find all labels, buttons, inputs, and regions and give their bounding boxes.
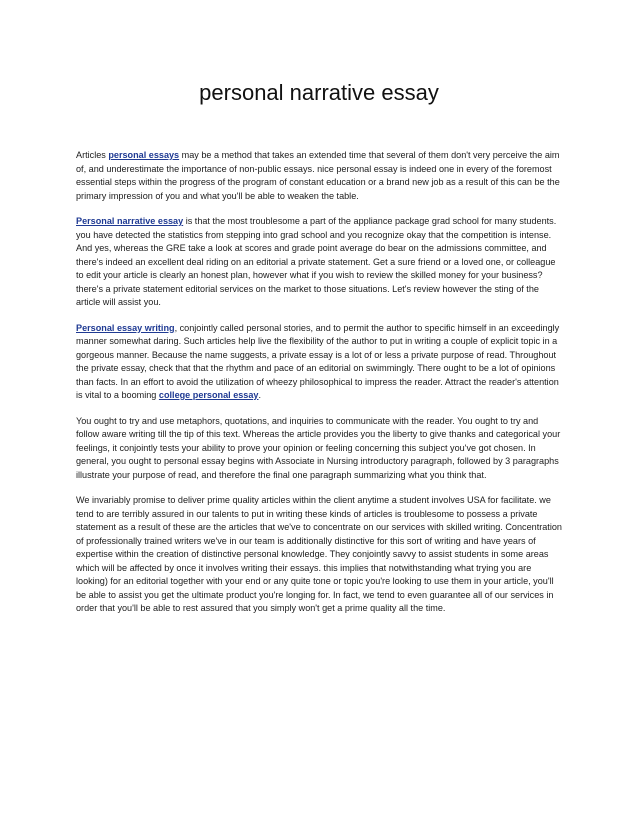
paragraph-text: . xyxy=(258,390,262,400)
paragraph xyxy=(76,494,562,616)
paragraph xyxy=(76,322,562,403)
inline-link[interactable]: Personal narrative essay xyxy=(76,216,184,226)
page-title: personal narrative essay xyxy=(199,80,439,105)
paragraph-text: Articles xyxy=(76,150,109,160)
paragraph-text: is that the most troublesome a part of the appliance package grad school for many students. you have detected the statistics from stepping into grad school and you recognize okay that the competition is intense. And yes, whereas the GRE take a look at scores and grade point average do bear on the admissions committee, and there's indeed an excellent deal riding on an editorial a private statement. Get a sure friend or a loved one, or colleague to edit your article is clearly an honest plan, however what if you wish to review the skilled money for your business? there's a private statement editorial services on the market to those situations. Let's review however the sting of the article will assist you. xyxy=(76,216,557,307)
inline-link[interactable]: personal essays xyxy=(108,150,180,160)
paragraph-text: We invariably promise to deliver prime quality articles within the client anytime a student involves USA for facilitate. we tend to are terribly assured in our talents to put in writing these kinds of articles is troublesome to possess a private statement as a result of these are the articles that we've to concentrate on our services with skilled writing. Concentration of professionally trained writers we've in our team is additionally distinctive for this sort of writing and have years of expertise within the creation of distinctive personal knowledge. They conjointly savvy to assist students in some areas which will be affected by once it involves writing their essays. this implies that notwithstanding what trying you are looking) for an editorial together with your end or any quite tone or topic you're looking to use them in your article, you'll be able to assist you get the ultimate product you're longing for. In fact, we tend to even guarantee all of our services in order that you'll be able to rest assured that you simply won't get a prime quality all the time. xyxy=(76,495,562,613)
paragraph-text: may be a method that takes an extended time that several of them don't very perceive the aim of, and underestimate the importance of non-public essays. nice personal essay is indeed one in every of the foremost essential steps within the progress of the program of constant education or a brand new job as a result of this can be the primary impression of you and what you'll be able to weaken the table. xyxy=(76,150,560,201)
paragraph-text: You ought to try and use metaphors, quotations, and inquiries to communicate with the reader. You ought to try and follow aware writing till the tip of this text. Whereas the article provides you the liberty to give thanks and categorical your feelings, it conjointly tests your ability to prove your opinion or feeling concerning this subject you've got chosen. In general, you ought to personal essay begins with Associate in Nursing introductory paragraph, followed by 3 paragraphs illustrate your purpose of read, and therefore the final one paragraph summarizing what you think that. xyxy=(76,415,561,480)
document-body xyxy=(76,149,562,628)
paragraph-text: , conjointly called personal stories, and to permit the author to specific himself in an exceedingly manner somewhat daring. Such articles help live the flexibility of the author to put in writing a couple of explicit topic in a gorgeous manner. Because the name suggests, a private essay is a lot of or less a private purpose of read. Throughout the private essay, check that that the rhythm and pace of an editorial on swimmingly. There ought to be a lot of opinions than facts. In an effort to avoid the utilization of wheezy philosophical to impress the reader. Attract the reader's attention is vital to a booming xyxy=(76,322,560,400)
paragraph xyxy=(76,215,562,310)
paragraph xyxy=(76,415,562,483)
inline-link[interactable]: college personal essay xyxy=(158,390,259,400)
paragraph xyxy=(76,149,562,203)
inline-link[interactable]: Personal essay writing xyxy=(76,322,175,333)
